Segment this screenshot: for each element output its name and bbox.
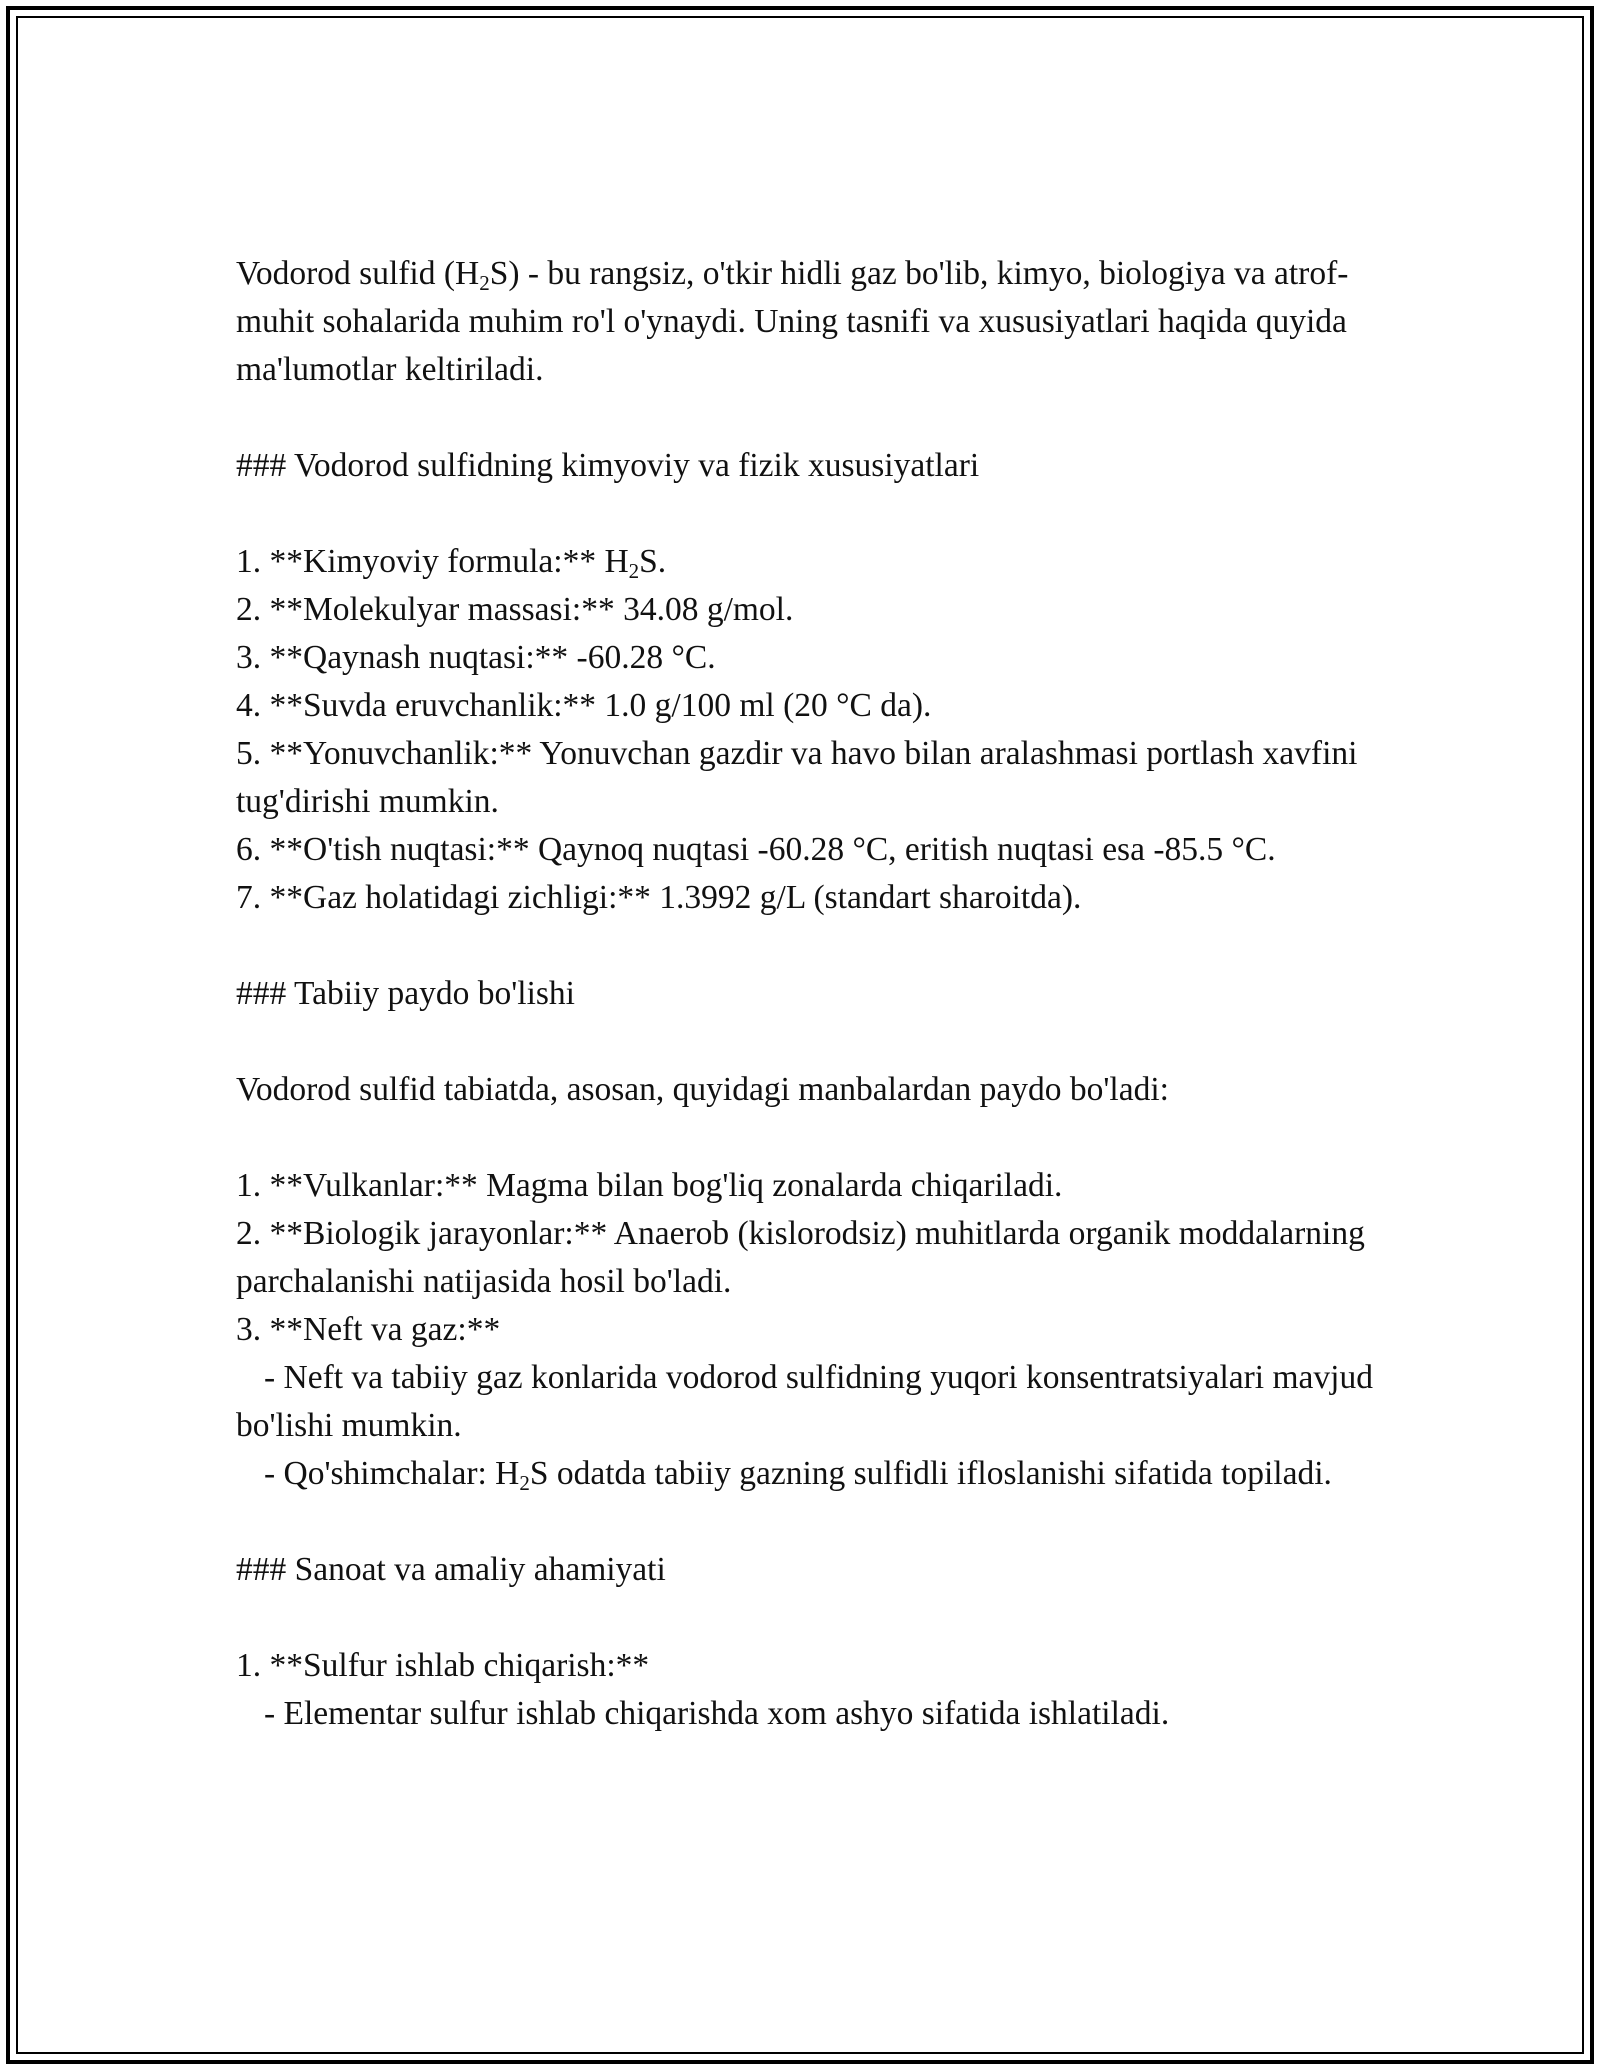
sub-item-raw-material: - Elementar sulfur ishlab chiqarishda xom ashyo sifatida ishlatiladi. [264, 1695, 1170, 1732]
natural-occurrence-intro: Vodorod sulfid tabiatda, asosan, quyidagi manbalardan paydo bo'ladi: [236, 1071, 1169, 1108]
section-heading-properties: ### Vodorod sulfidning kimyoviy va fizik xususiyatlari [236, 447, 980, 484]
list-item-boiling-point: 3. **Qaynash nuqtasi:** -60.28 °C. [236, 639, 716, 676]
list-item-transition-point: 6. **O'tish nuqtasi:** Qaynoq nuqtasi -60.28 °C, eritish nuqtasi esa -85.5 °C. [236, 831, 1276, 868]
section-heading-industrial-importance: ### Sanoat va amaliy ahamiyati [236, 1551, 666, 1588]
document-body [236, 250, 1382, 1738]
list-item-biological-processes: 2. **Biologik jarayonlar:** Anaerob (kislorodsiz) muhitlarda organik moddalarning parchalanishi natijasida hosil bo'ladi. [236, 1215, 1374, 1300]
list-item-formula: 1. **Kimyoviy formula:** $H_2S$. [236, 543, 667, 583]
sub-item-oil-gas-deposits: - Neft va tabiiy gaz konlarida vodorod sulfidning yuqori konsentratsiyalari mavjud bo'lishi mumkin. [236, 1359, 1382, 1444]
sub-item-impurities: - Qo'shimchalar: $H_2S$ odatda tabiiy gazning sulfidli ifloslanishi sifatida topiladi. [264, 1455, 1332, 1495]
list-item-flammability: 5. **Yonuvchanlik:** Yonuvchan gazdir va havo bilan aralashmasi portlash xavfini tug'dirishi mumkin. [236, 735, 1366, 820]
section-heading-natural-occurrence: ### Tabiiy paydo bo'lishi [236, 975, 575, 1012]
list-item-sulfur-production: 1. **Sulfur ishlab chiqarish:** [236, 1647, 650, 1684]
list-item-solubility: 4. **Suvda eruvchanlik:** 1.0 g/100 ml (20 °C da). [236, 687, 932, 724]
list-item-gas-density: 7. **Gaz holatidagi zichligi:** 1.3992 g/L (standart sharoitda). [236, 879, 1082, 916]
list-item-volcanoes: 1. **Vulkanlar:** Magma bilan bog'liq zonalarda chiqariladi. [236, 1167, 1063, 1204]
list-item-oil-and-gas: 3. **Neft va gaz:** [236, 1311, 501, 1348]
intro-paragraph: Vodorod sulfid $(H_2S)$ - bu rangsiz, o'tkir hidli gaz bo'lib, kimyo, biologiya va atrof-muhit sohalarida muhim ro'l o'ynaydi. Uning tasnifi va xususiyatlari haqida quyida ma'lumotlar keltiriladi. [236, 255, 1356, 388]
list-item-molar-mass: 2. **Molekulyar massasi:** 34.08 g/mol. [236, 591, 794, 628]
